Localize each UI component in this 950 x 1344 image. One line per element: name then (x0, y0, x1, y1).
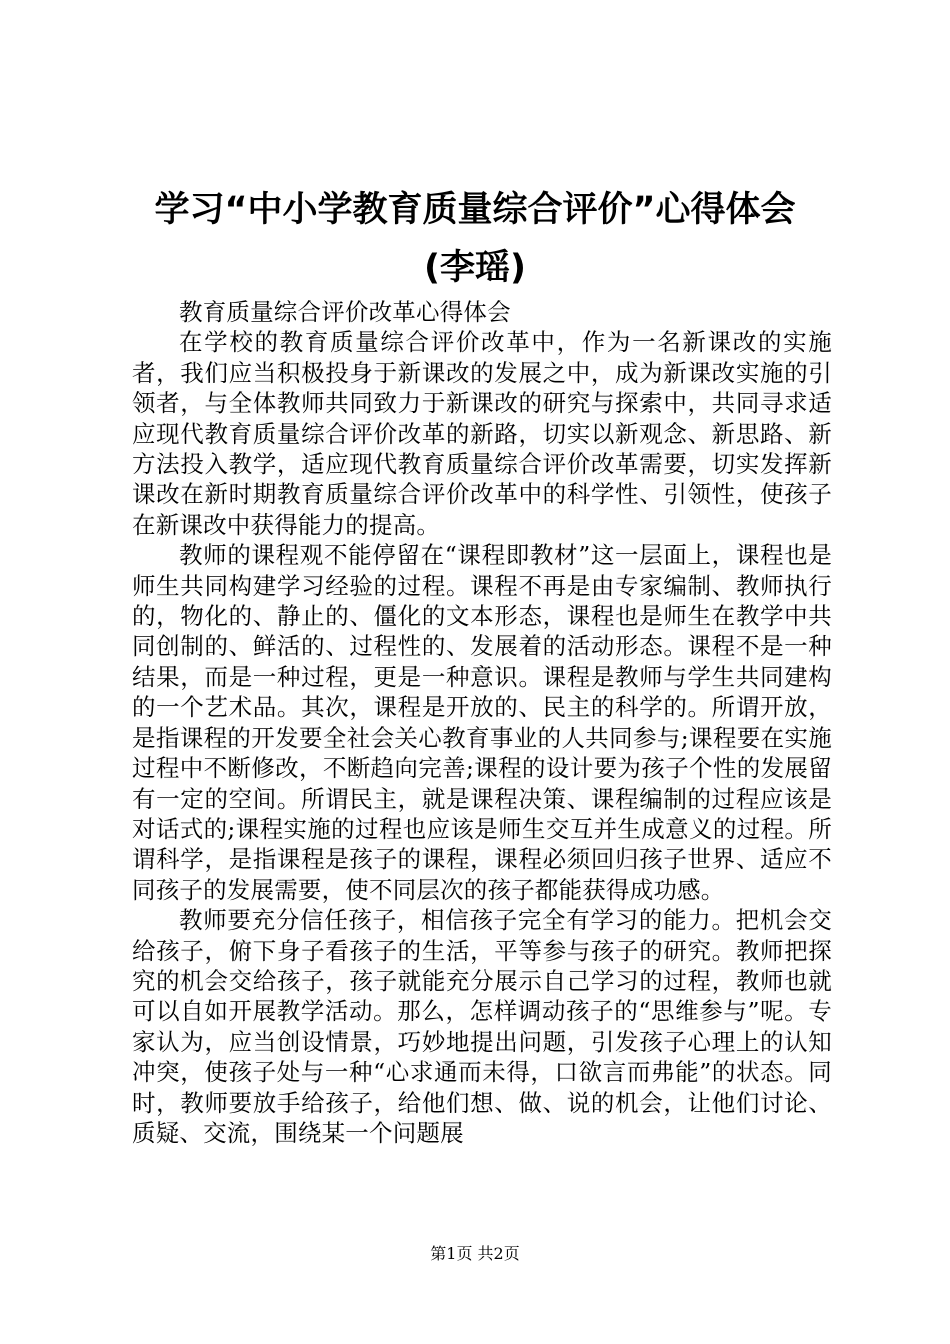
paragraph-subtitle: 教育质量综合评价改革心得体会 (179, 298, 511, 326)
page-number-footer: 第1页 共2页 (430, 1244, 520, 1263)
document-title: 学习“中小学教育质量综合评价”心得体会 (154, 190, 796, 230)
paragraph: 教师的课程观不能停留在“课程即教材”这一层面上，课程也是师生共同构建学习经验的过程。课程不再是由专家编制、教师执行的，物化的、静止的、僵化的文本形态，课程也是师生在教学中共同创制的、鲜活的、过程性的、发展着的活动形态。课程不是一种结果，而是一种过程，更是一种意识。课程是教师与学生共同建构的一个艺术品。其次，课程是开放的、民主的科学的。所谓开放，是指课程的开发要全社会关心教育事业的人共同参与;课程要在实施过程中不断修改，不断趋向完善;课程的设计要为孩子个性的发展留有一定的空间。所谓民主，就是课程决策、课程编制的过程应该是对话式的;课程实施的过程也应该是师生交互并生成意义的过程。所谓科学，是指课程是孩子的课程，课程必须回归孩子世界、适应不同孩子的发展需要，使不同层次的孩子都能获得成功感。 (132, 541, 832, 904)
paragraph: 在学校的教育质量综合评价改革中，作为一名新课改的实施者，我们应当积极投身于新课改的发展之中，成为新课改实施的引领者，与全体教师共同致力于新课改的研究与探索中，共同寻求适应现代教育质量综合评价改革的新路，切实以新观念、新思路、新方法投入教学，适应现代教育质量综合评价改革需要，切实发挥新课改在新时期教育质量综合评价改革中的科学性、引领性，使孩子在新课改中获得能力的提高。 (132, 328, 832, 539)
document-body (132, 297, 832, 1148)
paragraph: 教师要充分信任孩子，相信孩子完全有学习的能力。把机会交给孩子，俯下身子看孩子的生活，平等参与孩子的研究。教师把探究的机会交给孩子，孩子就能充分展示自己学习的过程，教师也就可以自如开展教学活动。那么，怎样调动孩子的“思维参与”呢。专家认为，应当创设情景，巧妙地提出问题，引发孩子心理上的认知冲突，使孩子处与一种“心求通而未得，口欲言而弗能”的状态。同时，教师要放手给孩子，给他们想、做、说的机会，让他们讨论、质疑、交流，围绕某一个问题展 (132, 906, 832, 1147)
document-title-author: (李瑶) (424, 248, 526, 288)
